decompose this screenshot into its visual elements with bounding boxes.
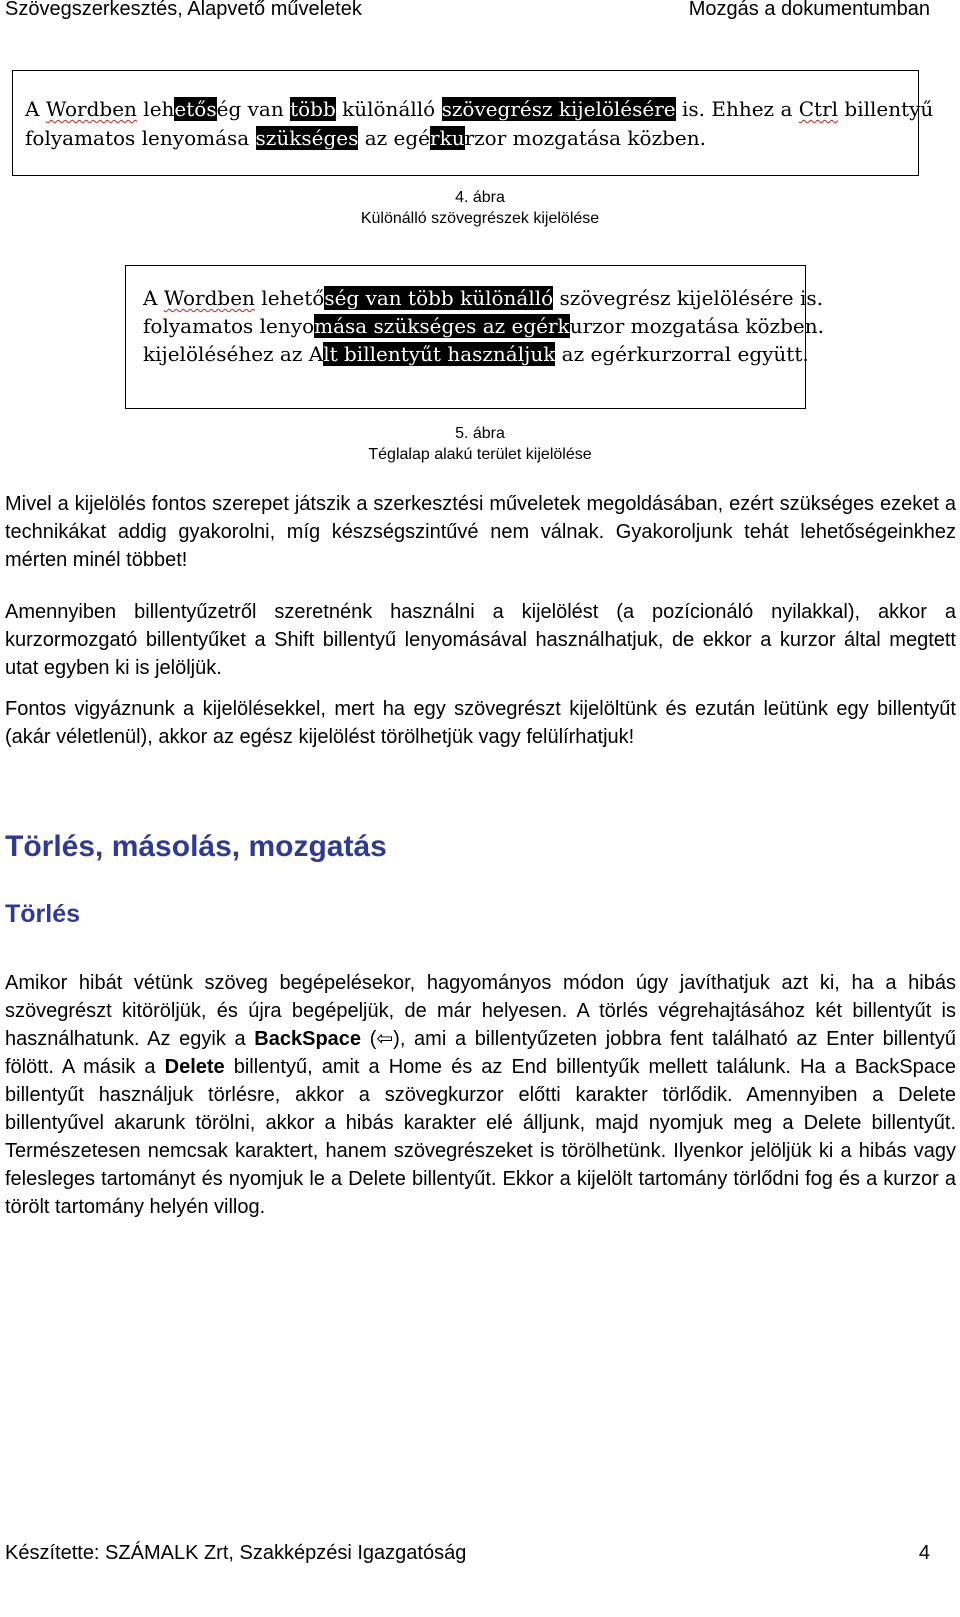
- header-chapter-title: Szövegszerkesztés, Alapvető műveletek: [5, 0, 362, 20]
- fig4-text: billentyű: [838, 97, 934, 121]
- figure-5-line-3: [143, 342, 809, 366]
- fig5-selection: lt billentyűt használjuk: [323, 342, 556, 366]
- fig4-text: folyamatos lenyomása: [25, 126, 256, 150]
- fig5-selection: mása szükséges az egérk: [314, 314, 570, 338]
- paragraph-keyboard-selection: Amennyiben billentyűzetről szeretnénk használni a kijelölést (a pozícionáló nyilakkal), akkor a kurzormozgató billentyűket a Shift billentyű lenyomásával használhatjuk, de ekkor a kurzor által megtett utat egyben ki is jelöljük.: [5, 601, 956, 679]
- fig5-text: lehető: [254, 286, 325, 310]
- footer-author: Készítette: SZÁMALK Zrt, Szakképzési Igazgatóság: [5, 1542, 467, 1564]
- page-header: [5, 0, 930, 24]
- figure-4-image: [12, 70, 934, 176]
- fig4-text-misspelled: Ctrl: [798, 97, 839, 121]
- fig4-selection: több: [290, 97, 336, 121]
- fig5-selection: ség van több különálló: [324, 286, 554, 310]
- fig4-selection: szükséges: [255, 126, 359, 150]
- fig4-text: A: [25, 97, 46, 121]
- fig5-text: urzor mozgatása közben.: [569, 314, 824, 338]
- deletion-text: billentyű, amit a Home és az End billentyűk mellett találunk. Ha a BackSpace billentyűt használjuk törlésre, akkor a szövegkurzor előtti karakter törlődik. Amennyiben a Delete billentyűvel akarunk törölni, akkor a hibás karakter elé álljunk, majd nyomjuk meg a Delete billentyűt. Természetesen nemcsak karaktert, hanem szövegrészeket is törölhetünk. Ilyenkor jelöljük ki a hibás vagy felesleges tartományt és nyomjuk le a Delete billentyűt. Ekkor a kijelölt tartomány törlődni fog és a kurzor a törölt tartomány helyén villog.: [5, 1056, 957, 1218]
- deletion-text: Amikor hibát vétünk szöveg begépelésekor, hagyományos módon úgy javíthatjuk azt ki, ha a hibás szövegrészt kitöröljük, és újra begépeljük, de már helyesen. A törlés végrehajtásához két billentyűt is használhatunk. Az egyik a: [5, 972, 956, 1050]
- figure-4-caption-title: Különálló szövegrészek kijelölése: [360, 210, 600, 227]
- fig4-text: különálló: [335, 97, 442, 121]
- header-section-title: Mozgás a dokumentumban: [688, 0, 930, 20]
- backspace-key-name: BackSpace: [254, 1028, 362, 1050]
- paragraph-warning: Fontos vigyáznunk a kijelölésekkel, mert ha egy szövegrészt kijelöltünk és ezután leütünk egy billentyűt (akár véletlenül), akkor az egész kijelölést törölhetjük vagy felülírhatjuk!: [5, 698, 956, 748]
- paragraph-deletion: [5, 969, 956, 1221]
- fig4-selection: szövegrész kijelölésére: [441, 97, 676, 121]
- figure-4-line-1: [25, 97, 933, 121]
- figure-5-image: [125, 265, 824, 409]
- fig4-text: ég van: [216, 97, 291, 121]
- left-arrow-icon: ⇦: [376, 1028, 394, 1050]
- fig5-text: folyamatos lenyo: [143, 314, 315, 338]
- fig4-selection: rku: [430, 126, 465, 150]
- section-heading: Törlés, másolás, mozgatás: [5, 830, 387, 863]
- figure-5-line-2: [143, 314, 824, 338]
- fig5-text: szövegrész kijelölésére is.: [553, 286, 823, 310]
- fig4-text-misspelled: Wordben: [45, 97, 137, 121]
- fig4-selection: etős: [174, 97, 217, 121]
- fig5-text: kijelöléséhez az A: [143, 342, 324, 366]
- fig4-text: rzor mozgatása közben.: [464, 126, 706, 150]
- fig4-text: is. Ehhez a: [675, 97, 799, 121]
- fig4-text: az egé: [358, 126, 431, 150]
- figure-5-caption-title: Téglalap alakú terület kijelölése: [368, 446, 592, 463]
- page-number: 4: [918, 1542, 930, 1564]
- delete-key-name: Delete: [164, 1056, 225, 1078]
- figure-5-caption-number: 5. ábra: [455, 425, 505, 442]
- figure-4-caption-number: 4. ábra: [455, 189, 505, 206]
- deletion-text: ), ami a billentyűzeten jobbra fent található az Enter billentyű fölött. A másik a: [5, 1028, 956, 1078]
- fig4-text: leh: [136, 97, 175, 121]
- figure-5-line-1: [143, 286, 823, 310]
- page-footer: [5, 1542, 930, 1568]
- paragraph-practice: Mivel a kijelölés fontos szerepet játszik a szerkesztési műveletek megoldásában, ezért szükséges ezeket a technikákat addig gyakorolni, míg készségszintűvé nem válnak. Gyakoroljunk tehát lehetőségeinkhez mérten minél többet!: [5, 493, 956, 571]
- fig5-text-misspelled: Wordben: [163, 286, 255, 310]
- fig5-text: az egérkurzorral együtt.: [555, 342, 809, 366]
- figure-4-line-2: [25, 126, 706, 150]
- deletion-text: (: [361, 1028, 377, 1050]
- subsection-heading: Törlés: [5, 900, 81, 928]
- fig5-text: A: [143, 286, 164, 310]
